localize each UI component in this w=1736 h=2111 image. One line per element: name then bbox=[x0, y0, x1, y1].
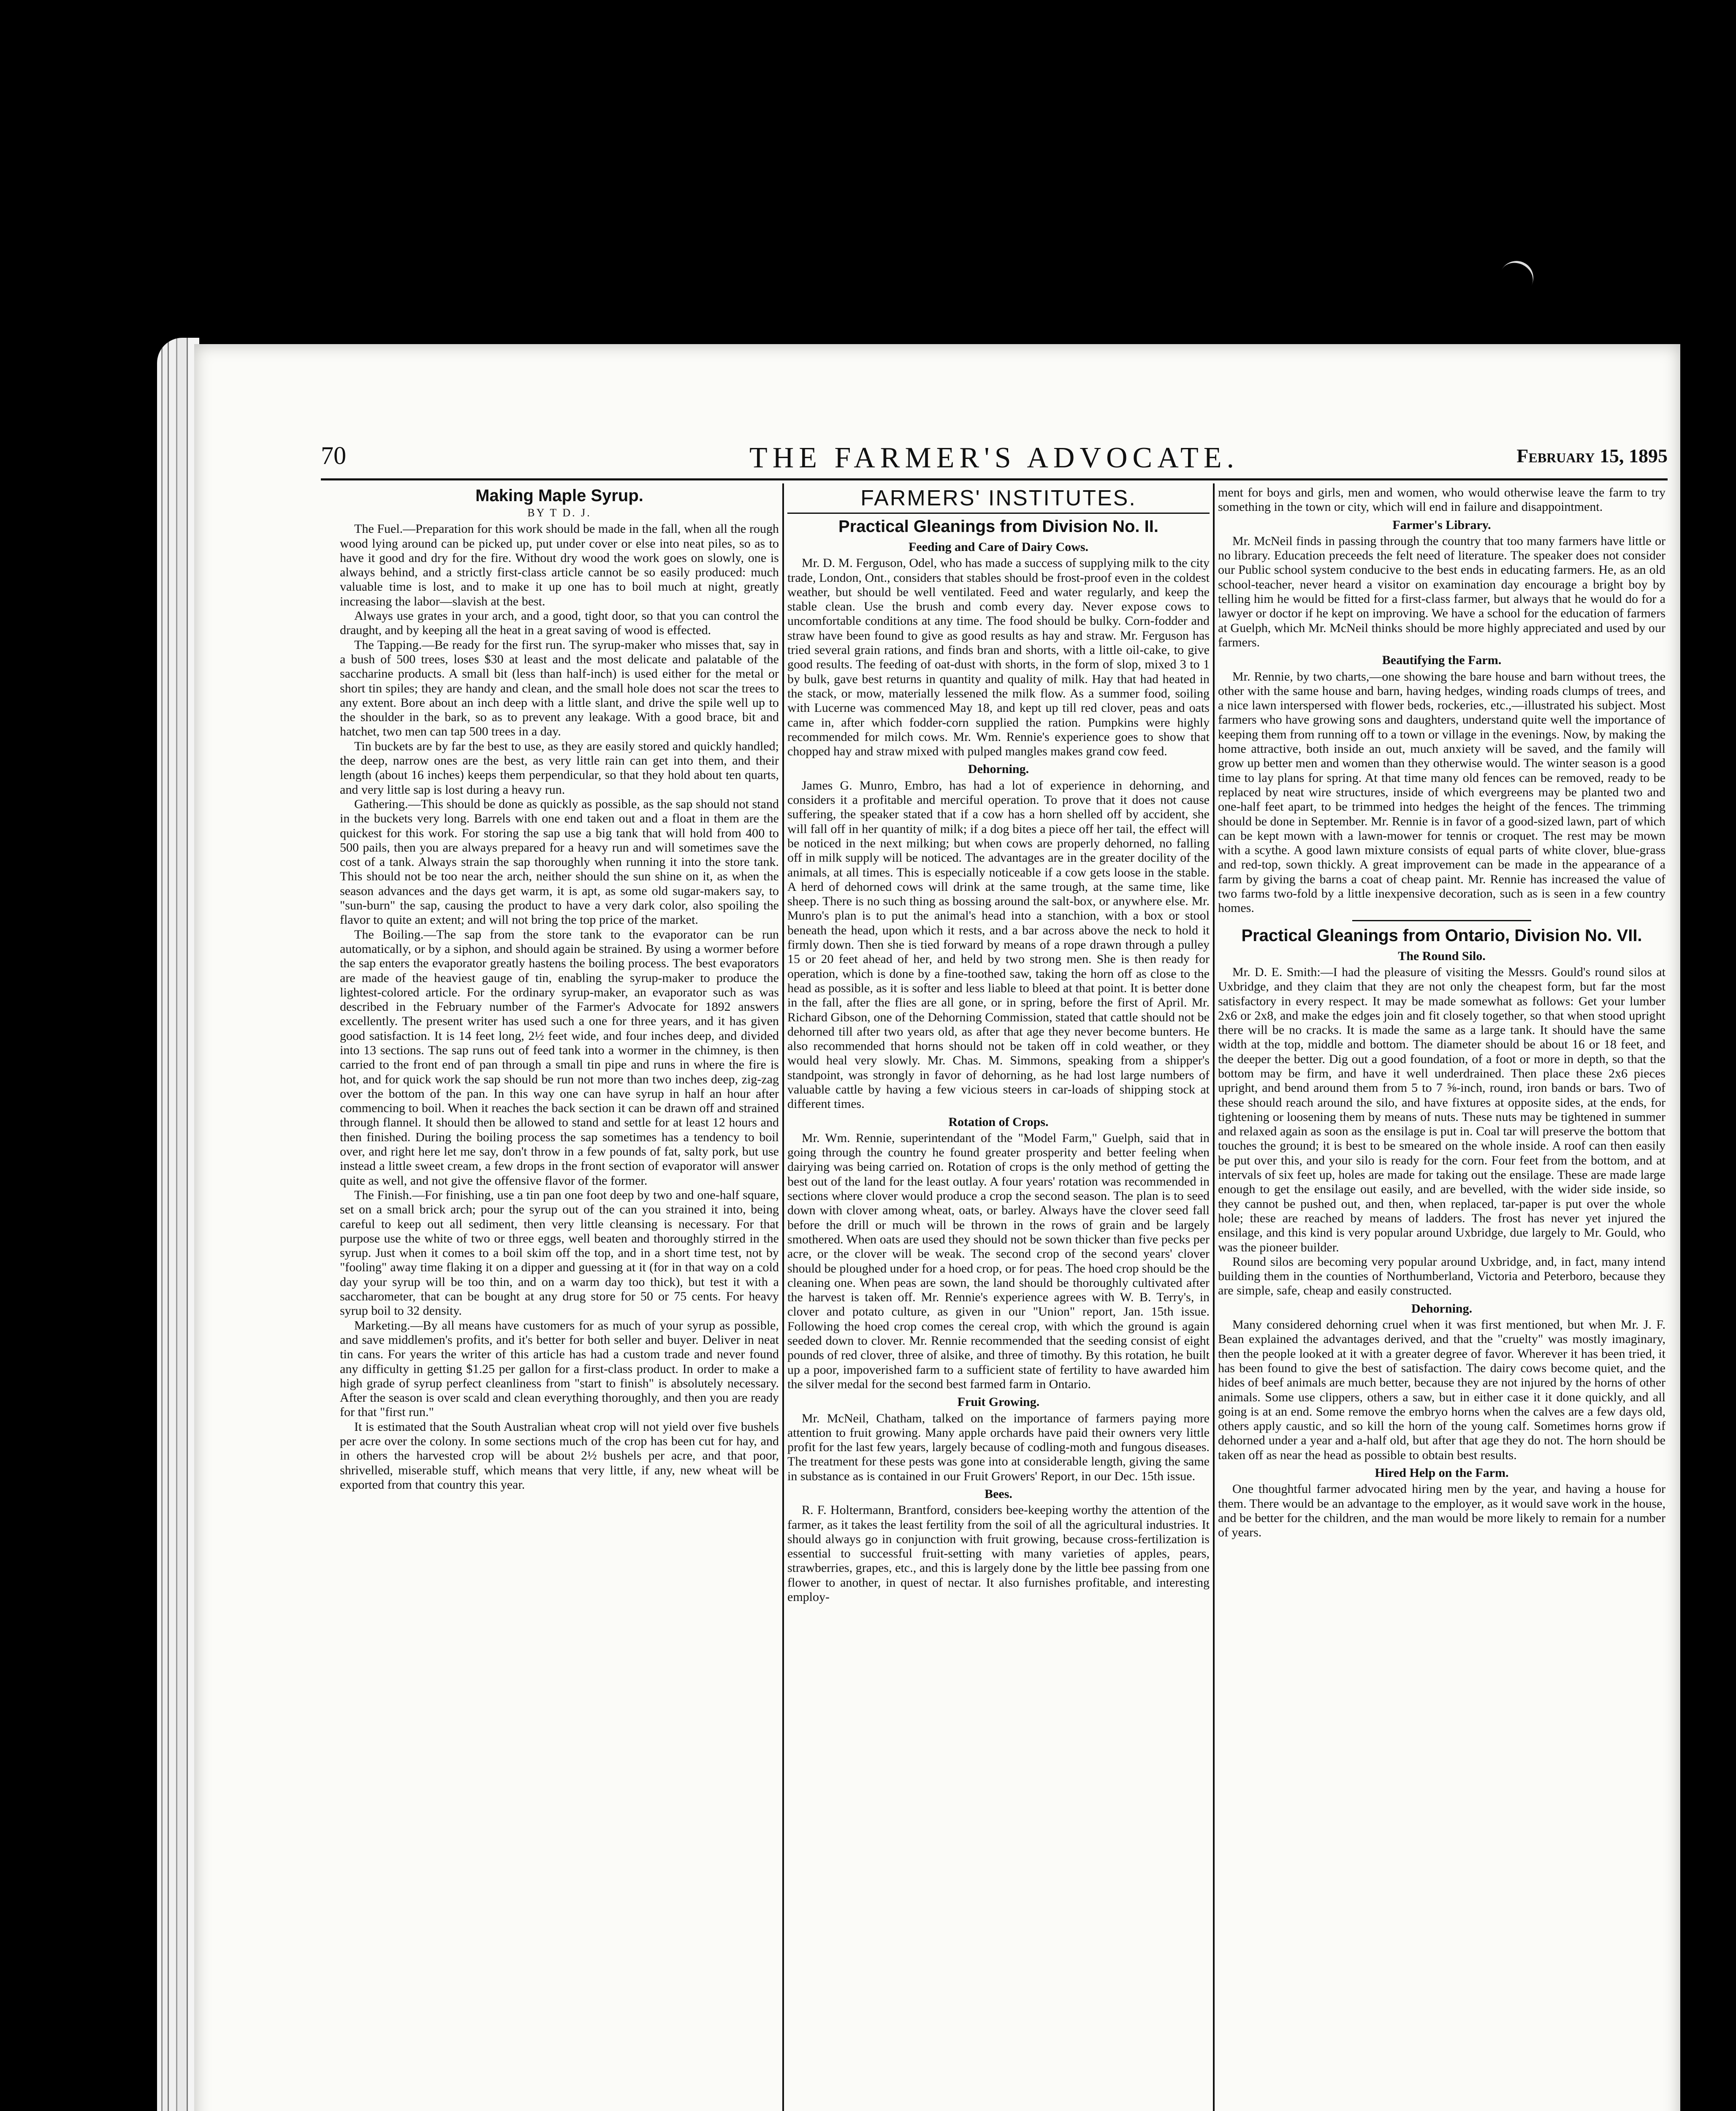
scan-corner-mark bbox=[1500, 255, 1539, 288]
section-heading: Rotation of Crops. bbox=[948, 1115, 1049, 1129]
article-paragraph: It is estimated that the South Australian wheat crop will not yield over five bushels per acre over the colony. In some sections much of the crop has been cut for hay, and in others the harvested crop will be about 2½ bushels per acre, and that poor, shrivelled, miserable stuff, which means that very little, if any, new wheat will be exported from that country this year. bbox=[340, 1419, 779, 1492]
column-right bbox=[1218, 486, 1665, 2111]
article-body bbox=[787, 540, 1210, 1604]
article-paragraph: Mr. Rennie, by two charts,—one showing the bare house and barn without trees, the other with the same house and barn, having hedges, winding roads clumps of trees, and a nice lawn interspersed with flower beds, rockeries, etc.,—illustrated his subject. Most farmers who have growing sons and daughters, understand quite well the importance of keeping them from running off to a town or village in the evenings. Now, by making the home attractive, both inside an out, much anxiety will be saved, and the family will grow up better men and women than they otherwise would. The winter season is a good time to lay plans for spring. At that time many old fences can be removed, ready to be replaced by neat wire structures, inside of which evergreens may be planted two and one-half feet apart, to be trimmed into hedges the height of the fences. The trimming should be done in September. Mr. Rennie is in favor of a good-sized lawn, part of which can be kept mown with a lawn-mower for tennis or croquet. The rest may be mown with a scythe. A good lawn mixture consists of equal parts of white clover, blue-grass and red-top, sown thickly. A great improvement can be made in the appearance of a farm by giving the barns a coat of cheap paint. Mr. Rennie has increased the value of two farms two-fold by a little inexpensive decoration, such as is seen in a few country homes. bbox=[1218, 669, 1665, 915]
newspaper-page bbox=[194, 344, 1680, 2111]
article-paragraph: R. F. Holtermann, Brantford, considers bee-keeping worthy the attention of the farmer, as it takes the least fertility from the soil of all the agricultural industries. It should always go in conjunction with fruit growing, because cross-fertilization is essential to successful fruit-setting with many varieties of apples, pears, strawberries, grapes, etc., and this is largely done by the little bee passing from one flower to another, in quest of nectar. It also furnishes profitable, and interesting employ- bbox=[787, 1503, 1210, 1604]
article-body bbox=[1218, 518, 1665, 916]
article-body bbox=[340, 522, 779, 1492]
article-title: Practical Gleanings from Division No. II. bbox=[838, 517, 1158, 536]
article-paragraph: Mr. McNeil finds in passing through the country that too many farmers have little or no library. Education preceeds the felt need of literature. The speaker does not consider our Public school system conducive to the best ends in educating farmers. He, as an old school-teacher, never heard a visitor on examination day encourage a bright boy by telling him he would be fitted for a first-class farmer, but always that he would do for a lawyer or doctor if he kept on improving. We have a school for the education of farmers at Guelph, which Mr. McNeil thinks should be more highly appreciated and used by our farmers. bbox=[1218, 534, 1665, 649]
article-paragraph: The Finish.—For finishing, use a tin pan one foot deep by two and one-half square, set on a small brick arch; pour the syrup out of the can you strained it into, being careful to keep out all sediment, then very little cleansing is necessary. For that purpose use the white of two or three eggs, well beaten and thoroughly stirred in the syrup. Just when it comes to a boil skim off the top, and in a short time test, not by "fooling" away time flaking it on a dipper and guessing at it (for in that way on a cold day your syrup will be too thin, and on a warm day too thick), but test it with a saccharometer, that can be bought at any drug store for 50 or 75 cents. For heavy syrup boil to 32 density. bbox=[340, 1188, 779, 1318]
column-middle bbox=[787, 486, 1210, 2111]
article-paragraph: The Boiling.—The sap from the store tank to the evaporator can be run automatically, or by a siphon, and should again be strained. By using a wormer before the sap enters the evaporator greatly hastens the boiling process. The best evaporators are made of the heaviest gauge of tin, enabling the syrup-maker to produce the lightest-colored article. For the ordinary syrup-maker, an evaporator such as was described in the February number of the Farmer's Advocate for 1892 answers excellently. The present writer has used such a one for three years, and it has given good satisfaction. It is 14 feet long, 2½ feet wide, and four inches deep, and divided into 13 sections. The sap runs out of feed tank into a wormer in the chimney, is then carried to the front end of pan through a small tin pipe and runs in where the fire is hot, and for quick work the sap should be run not more than two inches deep, zig-zag over the bottom of the pan. In this way one can have syrup in half an hour after commencing to boil. When it reaches the back section it can be drawn off and strained through flannel. It should then be allowed to stand and settle for at least 12 hours and then finished. During the boiling process the sap sometimes has a tendency to boil over, and right here let me say, don't throw in a few pounds of fat, salty pork, but use instead a little sweet cream, a few drops in the front section of evaporator will answer quite as well, and not give the offensive flavor of the former. bbox=[340, 927, 779, 1188]
section-heading: The Round Silo. bbox=[1398, 949, 1486, 963]
section-heading: Bees. bbox=[985, 1487, 1012, 1501]
article-paragraph: Round silos are becoming very popular around Uxbridge, and, in fact, many intend building them in the counties of Northumberland, Victoria and Peterboro, because they are simple, safe, cheap and easily constructed. bbox=[1218, 1254, 1665, 1298]
article-paragraph: One thoughtful farmer advocated hiring men by the year, and having a house for them. There would be an advantage to the employer, as it would save work in the house, and be better for the children, and the man would be more likely to remain for a number of years. bbox=[1218, 1482, 1665, 1540]
article-body bbox=[1218, 949, 1665, 1540]
section-heading: Feeding and Care of Dairy Cows. bbox=[908, 540, 1089, 554]
section-heading: Dehorning. bbox=[1411, 1301, 1473, 1316]
article-paragraph: James G. Munro, Embro, has had a lot of experience in dehorning, and considers it a profitable and merciful operation. To prove that it does not cause suffering, the speaker stated that if a cow has a horn shelled off by accident, she will fall off in her quantity of milk; if a dog bites a piece off her tail, the effect will be noticed in the next milking; but when cows are properly dehorned, no falling off in milk supply will be noticed. The advantages are in the greater docility of the animals, at all times. This is especially noticeable if a cow gets loose in the stable. A herd of dehorned cows will drink at the same trough, at the same time, like sheep. There is no such thing as bossing around the salt-box, or anywhere else. Mr. Munro's plan is to put the animal's head into a stanchion, with a box or stool beneath the head, upon which it rests, and a bar across above the neck to hold it firmly down. Then she is tied forward by means of a rope drawn through a pulley 15 or 20 feet ahead of her, and held by two strong men. She is then ready for operation, which is done by a fine-toothed saw, taking the horn off as close to the head as possible, as it is softer and less liable to bleed at that point. It is better done in the fall, after the flies are all gone, or in spring, before the first of April. Mr. Richard Gibson, one of the Dehorning Commission, stated that cattle should not be dehorned till after two years old, as after that age they never become bunters. He also recommended that horns should not be taken off in cold weather, or they would heal very slowly. Mr. Chas. M. Simmons, speaking from a shipper's standpoint, was strongly in favor of dehorning, as he had lost large numbers of valuable cattle by having a few vicious steers in car-loads of shipping stock at different times. bbox=[787, 778, 1210, 1111]
header-rule bbox=[321, 478, 1668, 480]
article-paragraph: Marketing.—By all means have customers for as much of your syrup as possible, and save middlemen's profits, and it's better for both seller and buyer. Deliver in neat tin cans. For years the writer of this article has had a custom trade and never found any difficulty in getting $1.25 per gallon for a first-class product. In order to make a high grade of syrup perfect cleanliness from "start to finish" is absolutely necessary. After the season is over scald and clean everything thoroughly, and then you are ready for that "first run." bbox=[340, 1318, 779, 1419]
article-title: Practical Gleanings from Ontario, Division No. VII. bbox=[1241, 926, 1642, 945]
section-heading: Farmer's Library. bbox=[1392, 518, 1491, 532]
article-paragraph: The Tapping.—Be ready for the first run. The syrup-maker who misses that, say in a bush of 500 trees, loses $30 at least and the most delicate and palatable of the saccharine products. A small bit (less than half-inch) is used either for the metal or short tin spiles; they are handy and clean, and the small hole does not scar the trees to any extent. Bore about an inch deep with a little slant, and drive the spile well up to the shoulder in the bark, so as to prevent any leakage. With a good brace, bit and hatchet, two men can tap 500 trees in a day. bbox=[340, 638, 779, 739]
column-left bbox=[340, 486, 779, 2111]
column-divider bbox=[1213, 483, 1215, 2111]
article-byline: BY T D. J. bbox=[527, 507, 591, 519]
section-heading: Beautifying the Farm. bbox=[1382, 653, 1502, 667]
section-banner: FARMERS' INSTITUTES. bbox=[787, 486, 1210, 514]
article-paragraph: The Fuel.—Preparation for this work should be made in the fall, when all the rough wood lying around can be picked up, put under cover or else into neat piles, so as to have it good and dry for the fire. Without dry wood the work goes on slowly, one is always behind, and a strictly first-class article cannot be so easily produced: much valuable time is lost, and to make it up one has to boil much at night, greatly increasing the labor—slavish at the best. bbox=[340, 522, 779, 608]
article-paragraph: Gathering.—This should be done as quickly as possible, as the sap should not stand in the buckets very long. Barrels with one end taken out and a float in them are the quickest for this work. For storing the sap use a big tank that will hold from 400 to 500 pails, then you are always prepared for a heavy run and will sometimes save the cost of a tank. Always strain the sap thoroughly when running it into the store tank. This should not be too near the arch, neither should the sun shine on it, as when the season advances and the days get warm, it is apt, as some old sugar-makers say, to "sun-burn" the sap, causing the product to have a very dark color, also spoiling the flavor to quite an extent; and will not bring the top price of the market. bbox=[340, 797, 779, 927]
page-number: 70 bbox=[321, 442, 346, 469]
page-header bbox=[321, 441, 1668, 475]
masthead: THE FARMER'S ADVOCATE. bbox=[749, 442, 1240, 474]
article-paragraph: Mr. Wm. Rennie, superintendant of the "Model Farm," Guelph, said that in going through the country he found greater prosperity and better feeling when dairying was being carried on. Rotation of crops is the only method of getting the best out of the land for the least outlay. A four years' rotation was recommended in sections where clover would produce a crop the second season. The plan is to seed down with clover among wheat, oats, or barley. Always have the clover seed fall before the drill or much will be thrown in the rows of grain and be largely smothered. When oats are used they should not be sown thicker than five pecks per acre, or the clover will be weak. The second crop of the second years' clover should be ploughed under for a hoed crop, or for peas. The hoed crop should be the cleaning one. When peas are sown, the land should be thoroughly cultivated after the harvest is taken off. Mr. Rennie's experience agrees with W. B. Terry's, in clover and potato culture, as given in our "Union" report, Jan. 15th issue. Following the hoed crop comes the cereal crop, with which the ground is again seeded down to clover. Mr. Rennie recommended that the seeding consist of eight pounds of red clover, three of alsike, and three of timothy. By this rotation, he built up a poor, impoverished farm to a sufficient state of fertility to have awarded him the silver medal for the second best farmed farm in Ontario. bbox=[787, 1131, 1210, 1391]
article-paragraph: Mr. McNeil, Chatham, talked on the importance of farmers paying more attention to fruit growing. Many apple orchards have paid their owners very little profit for the last few years, largely because of codling-moth and fungous diseases. The treatment for these pests was gone into at considerable length, giving the same in substance as is contained in our Fruit Growers' Report, in our Dec. 15th issue. bbox=[787, 1411, 1210, 1483]
section-heading: Fruit Growing. bbox=[957, 1395, 1040, 1409]
article-paragraph: Always use grates in your arch, and a good, tight door, so that you can control the draught, and by keeping all the heat in a great saving of wood is effected. bbox=[340, 609, 779, 638]
column-divider bbox=[782, 483, 784, 2111]
article-separator bbox=[1352, 920, 1531, 921]
article-paragraph: Many considered dehorning cruel when it was first mentioned, but when Mr. J. F. Bean explained the advantages derived, and that the "cruelty" was mostly imaginary, then the people looked at it with a greater degree of favor. Wherever it has been tried, it has been found to give the best of satisfaction. The dairy cows become quiet, and the hides of beef animals are much better, because they are not injured by the horns of other animals. Some use clippers, others a saw, but in either case it it done quickly, and all going is at an end. Some remove the embryo horns when the calves are a few days old, others apply caustic, and so kill the horn of the young calf. Sometimes horns grow if dehorned under a year and a-half old, but after that age they do not. The horn should be taken off as near the head as possible to obtain best results. bbox=[1218, 1318, 1665, 1462]
section-heading: Hired Help on the Farm. bbox=[1375, 1466, 1509, 1480]
article-paragraph: Mr. D. M. Ferguson, Odel, who has made a success of supplying milk to the city trade, London, Ont., considers that stables should be frost-proof even in the coldest weather, but should be well ventilated. Feed and water regularly, and keep the stable clean. Use the brush and comb every day. Never expose cows to uncomfortable conditions at any time. The food should be bulky. Corn-fodder and straw have been found to give as good results as hay and straw. Mr. Ferguson has tried several grain rations, and finds bran and shorts, with a little oil-cake, to give good results. The feeding of oat-dust with shorts, in the form of slop, mixed 3 to 1 by bulk, gave best returns in quantity and quality of milk. Hay that had heated in the stack, or mow, materially lessened the milk flow. As a summer food, soiling with Lucerne was commenced May 18, and kept up till red clover, peas and oats came in, after which fodder-corn supplied the ration. Pumpkins were highly recommended for milch cows. Mr. Wm. Rennie's experience goes to show that chopped hay and straw mixed with pulped mangles makes grand cow feed. bbox=[787, 556, 1210, 759]
publication-date: February 15, 1895 bbox=[1516, 445, 1668, 467]
book-binding-edge bbox=[157, 338, 199, 2111]
article-title: Making Maple Syrup. bbox=[475, 486, 643, 505]
continued-paragraph: ment for boys and girls, men and women, who would otherwise leave the farm to try something in the town or city, which will end in failure and disappointment. bbox=[1218, 486, 1665, 514]
section-heading: Dehorning. bbox=[968, 762, 1029, 776]
article-paragraph: Mr. D. E. Smith:—I had the pleasure of visiting the Messrs. Gould's round silos at Uxbridge, and they claim that they are not only the cheapest form, but far the most satisfactory in every respect. It may be made somewhat as follows: Get your lumber 2x6 or 2x8, and make the edges join and fit closely together, so that when stood upright there will be no cracks. It is made the same as a large tank. It should have the same width at the top, middle and bottom. The diameter should be about 16 or 18 feet, and the deeper the better. Dig out a good foundation, of a foot or more in depth, so that the bottom may be firm, and have it well underdrained. Then place these 2x6 pieces upright, and bend around them from 5 to 7 ⅝-inch, round, iron bands or bars. Two of these should reach around the silo, and have fixtures at opposite sides, at the ends, for tightening or loosening them by means of nuts. These nuts may be tightened in summer and relaxed again as soon as the ensilage is put in. Coal tar will preserve the bottom that touches the ground; it is best to be smeared on the whole inside. A roof can then easily be put over this, and your silo is ready for the corn. Four feet from the bottom, and at intervals of six feet up, holes are made for taking out the ensilage. These are made large enough to get the ensilage out easily, and are bevelled, with the wider side inside, so they cannot be pushed out, and then, when replaced, tar-paper is put over the whole hole; these are reached by means of ladders. The frost has never yet injured the ensilage, and this kind is very popular around Uxbridge, due largely to Mr. Gould, who was the pioneer builder. bbox=[1218, 965, 1665, 1254]
article-paragraph: Tin buckets are by far the best to use, as they are easily stored and quickly handled; the deep, narrow ones are the best, as very little rain can get into them, and their length (about 16 inches) keeps them perpendicular, so that they hold about ten quarts, and very little sap is lost during a heavy run. bbox=[340, 739, 779, 797]
